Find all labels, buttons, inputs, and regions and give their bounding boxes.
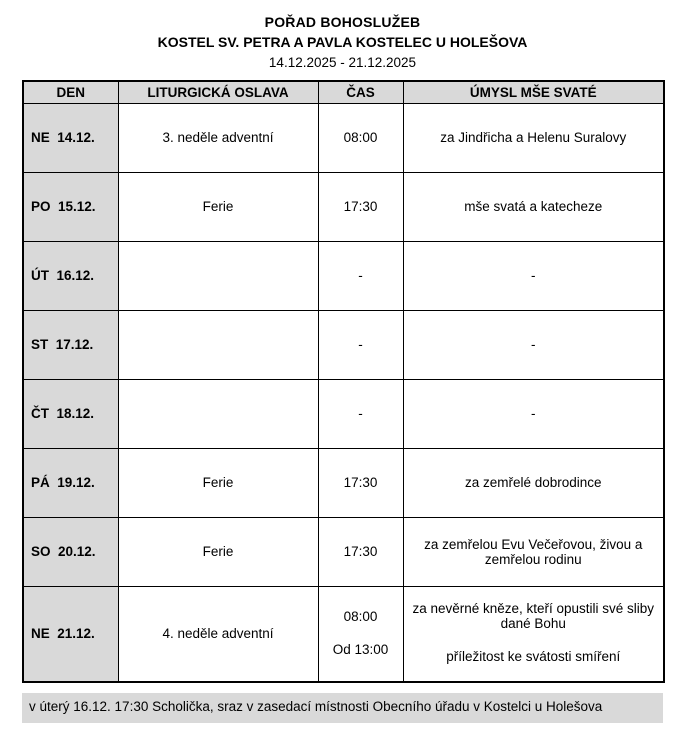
table-row — [23, 241, 664, 310]
celebration-cell: Ferie — [118, 517, 318, 586]
footer-note: v úterý 16.12. 17:30 Scholička, sraz v zasedací místnosti Obecního úřadu v Kostelci u Holešova — [22, 693, 663, 723]
intention-cell: za zemřelé dobrodince — [403, 448, 664, 517]
page-header — [22, 14, 663, 70]
intention-cell: za zemřelou Evu Večeřovou, živou a zemřelou rodinu — [403, 517, 664, 586]
time-cell: 17:30 — [318, 448, 403, 517]
celebration-cell — [118, 310, 318, 379]
time-cell — [318, 586, 403, 682]
celebration-cell: Ferie — [118, 448, 318, 517]
table-row — [23, 517, 664, 586]
day-cell: SO 20.12. — [23, 517, 118, 586]
intention-cell: - — [403, 379, 664, 448]
time-cell: 08:00 — [318, 103, 403, 172]
celebration-cell — [118, 241, 318, 310]
intention-cell: mše svatá a katecheze — [403, 172, 664, 241]
table-row — [23, 379, 664, 448]
intention-cell: za Jindřicha a Helenu Suralovy — [403, 103, 664, 172]
column-header-cas: ČAS — [318, 81, 403, 103]
church-name: KOSTEL SV. PETRA A PAVLA KOSTELEC U HOLEŠOVA — [157, 34, 528, 50]
time-afternoon: Od 13:00 — [332, 641, 389, 657]
table-row — [23, 103, 664, 172]
celebration-cell: 3. neděle adventní — [118, 103, 318, 172]
day-cell: NE 21.12. — [23, 586, 118, 682]
table-row — [23, 310, 664, 379]
time-cell: - — [318, 310, 403, 379]
day-cell: NE 14.12. — [23, 103, 118, 172]
day-cell: PÁ 19.12. — [23, 448, 118, 517]
celebration-cell — [118, 379, 318, 448]
column-header-umysl: ÚMYSL MŠE SVATÉ — [403, 81, 664, 103]
intention-morning: za nevěrné kněze, kteří opustili své sliby dané Bohu — [412, 601, 655, 632]
time-cell: 17:30 — [318, 172, 403, 241]
table-row — [23, 172, 664, 241]
intention-cell — [403, 586, 664, 682]
table-header-row — [23, 81, 664, 103]
day-cell: ČT 18.12. — [23, 379, 118, 448]
celebration-cell: 4. neděle adventní — [118, 586, 318, 682]
table-row — [23, 448, 664, 517]
day-cell: ÚT 16.12. — [23, 241, 118, 310]
time-morning: 08:00 — [343, 608, 378, 624]
intention-cell: - — [403, 310, 664, 379]
day-cell: ST 17.12. — [23, 310, 118, 379]
day-cell: PO 15.12. — [23, 172, 118, 241]
celebration-cell: Ferie — [118, 172, 318, 241]
mass-schedule-table — [22, 80, 665, 683]
column-header-oslava: LITURGICKÁ OSLAVA — [118, 81, 318, 103]
intention-afternoon: příležitost ke svátosti smíření — [446, 649, 621, 665]
page-title: POŘAD BOHOSLUŽEB — [264, 14, 421, 30]
time-cell: - — [318, 241, 403, 310]
table-row — [23, 586, 664, 682]
column-header-den: DEN — [23, 81, 118, 103]
date-range: 14.12.2025 - 21.12.2025 — [268, 55, 417, 70]
time-cell: 17:30 — [318, 517, 403, 586]
time-cell: - — [318, 379, 403, 448]
intention-cell: - — [403, 241, 664, 310]
